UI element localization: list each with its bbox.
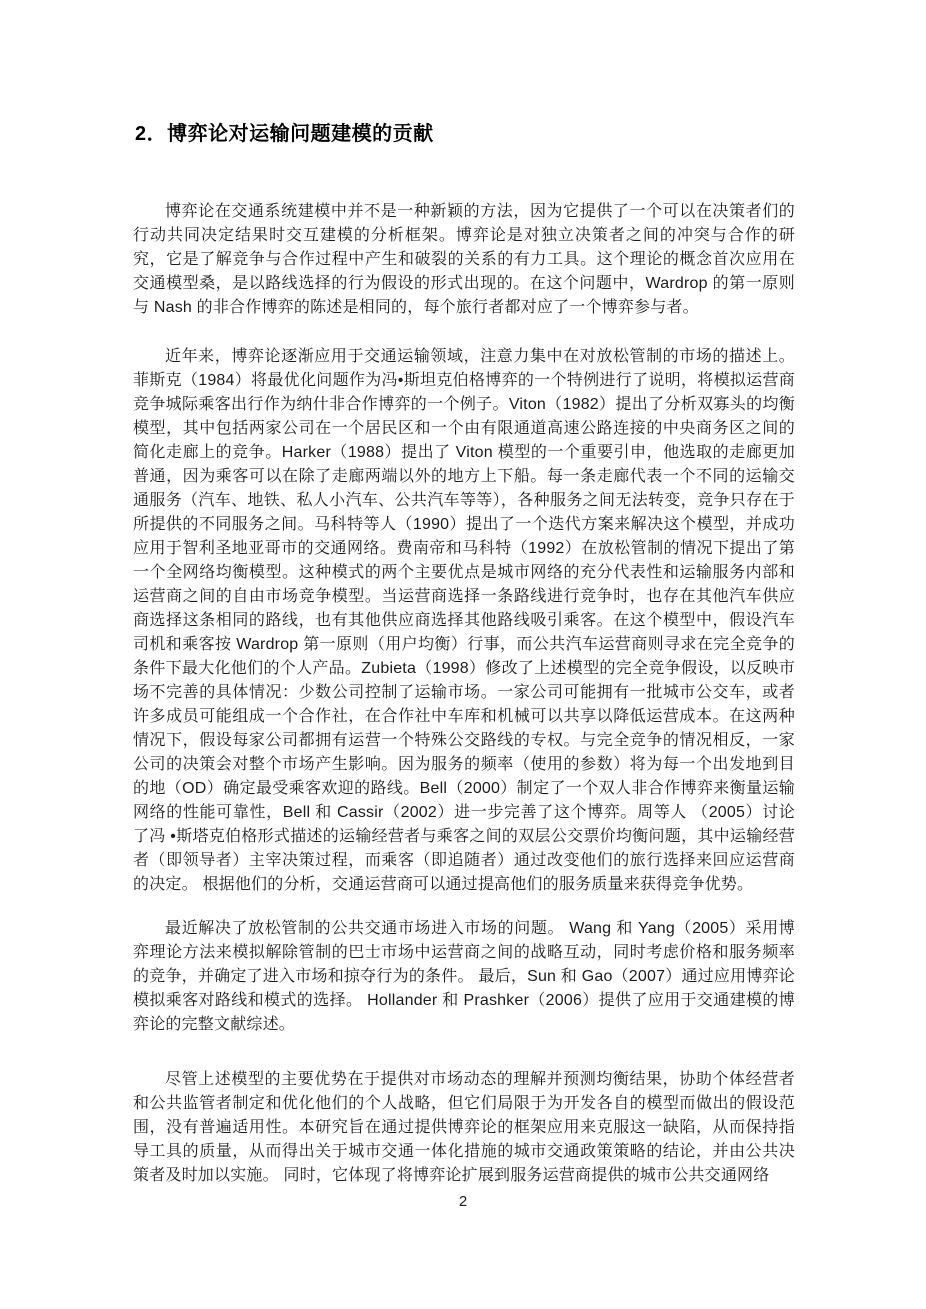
section-body [133,200,795,1188]
page-number: 2 [458,1193,468,1210]
paragraph-literature-deregulated-markets: 近年来，博弈论逐渐应用于交通运输领域，注意力集中在对放松管制的市场的描述上。菲斯克（1984）将最优化问题作为冯•斯坦克伯格博弈的一个特例进行了说明，将模拟运营商竞争城际乘客出行作为纳什非合作博弈的一个例子。Viton（1982）提出了分析双寡头的均衡模型，其中包括两家公司在一个居民区和一个由有限通道高速公路连接的中央商务区之间的简化走廊上的竞争。Harker（1988）提出了 Viton 模型的一个重要引申，他选取的走廊更加普通，因为乘客可以在除了走廊两端以外的地方上下船。每一条走廊代表一个不同的运输交通服务（汽车、地铁、私人小汽车、公共汽车等等），各种服务之间无法转变，竞争只存在于所提供的不同服务之间。马科特等人（1990）提出了一个迭代方案来解决这个模型，并成功应用于智利圣地亚哥市的交通网络。费南帝和马科特（1992）在放松管制的情况下提出了第一个全网络均衡模型。这种模式的两个主要优点是城市网络的充分代表性和运输服务内部和运营商之间的自由市场竞争模型。当运营商选择一条路线进行竞争时，也存在其他汽车供应商选择这条相同的路线，也有其他供应商选择其他路线吸引乘客。在这个模型中，假设汽车司机和乘客按 Wardrop 第一原则（用户均衡）行事，而公共汽车运营商则寻求在完全竞争的条件下最大化他们的个人产品。Zubieta（1998）修改了上述模型的完全竞争假设，以反映市场不完善的具体情况：少数公司控制了运输市场。一家公司可能拥有一批城市公交车，或者许多成员可能组成一个合作社，在合作社中车库和机械可以共享以降低运营成本。在这两种情况下，假设每家公司都拥有运营一个特殊公交路线的专权。与完全竞争的情况相反，一家公司的决策会对整个市场产生影响。因为服务的频率（使用的参数）将为每一个出发地到目的地（OD）确定最受乘客欢迎的路线。Bell（2000）制定了一个双人非合作博弈来衡量运输网络的性能可靠性，Bell 和 Cassir（2002）进一步完善了这个博弈。周等人 （2005）讨论了冯 •斯塔克伯格形式描述的运输经营者与乘客之间的双层公交票价均衡问题，其中运输经营者（即领导者）主宰决策过程，而乘客（即追随者）通过改变他们的旅行选择来回应运营商的决定。 根据他们的分析，交通运营商可以通过提高他们的服务质量来获得竞争优势。 [133,348,795,893]
page-footer [0,1192,926,1212]
paragraph-market-entry-studies: 最近解决了放松管制的公共交通市场进入市场的问题。 Wang 和 Yang（2005）采用博弈理论方法来模拟解除管制的巴士市场中运营商之间的战略互动，同时考虑价格和服务频率的竞争，并确定了进入市场和掠夺行为的条件。 最后，Sun 和 Gao（2007）通过应用博弈论模拟乘客对路线和模式的选择。 Hollander 和 Prashker（2006）提供了应用于交通建模的博弈论的完整文献综述。 [133,920,795,1033]
section-heading: 2．博弈论对运输问题建模的贡献 [135,123,434,145]
paragraph-research-aim: 尽管上述模型的主要优势在于提供对市场动态的理解并预测均衡结果，协助个体经营者和公共监管者制定和优化他们的个人战略，但它们局限于为开发各自的模型而做出的假设范围，没有普遍适用性。本研究旨在通过提供博弈论的框架应用来克服这一缺陷，从而保持指导工具的质量，从而得出关于城市交通一体化措施的城市交通政策策略的结论，并由公共决策者及时加以实施。 同时，它体现了将博弈论扩展到服务运营商提供的城市公共交通网络 [133,1071,795,1184]
paragraph-intro-game-theory: 博弈论在交通系统建模中并不是一种新颖的方法，因为它提供了一个可以在决策者们的行动共同决定结果时交互建模的分析框架。博弈论是对独立决策者之间的冲突与合作的研究，它是了解竞争与合作过程中产生和破裂的关系的有力工具。这个理论的概念首次应用在交通模型桑，是以路线选择的行为假设的形式出现的。在这个问题中，Wardrop 的第一原则与 Nash 的非合作博弈的陈述是相同的，每个旅行者都对应了一个博弈参与者。 [133,203,795,316]
